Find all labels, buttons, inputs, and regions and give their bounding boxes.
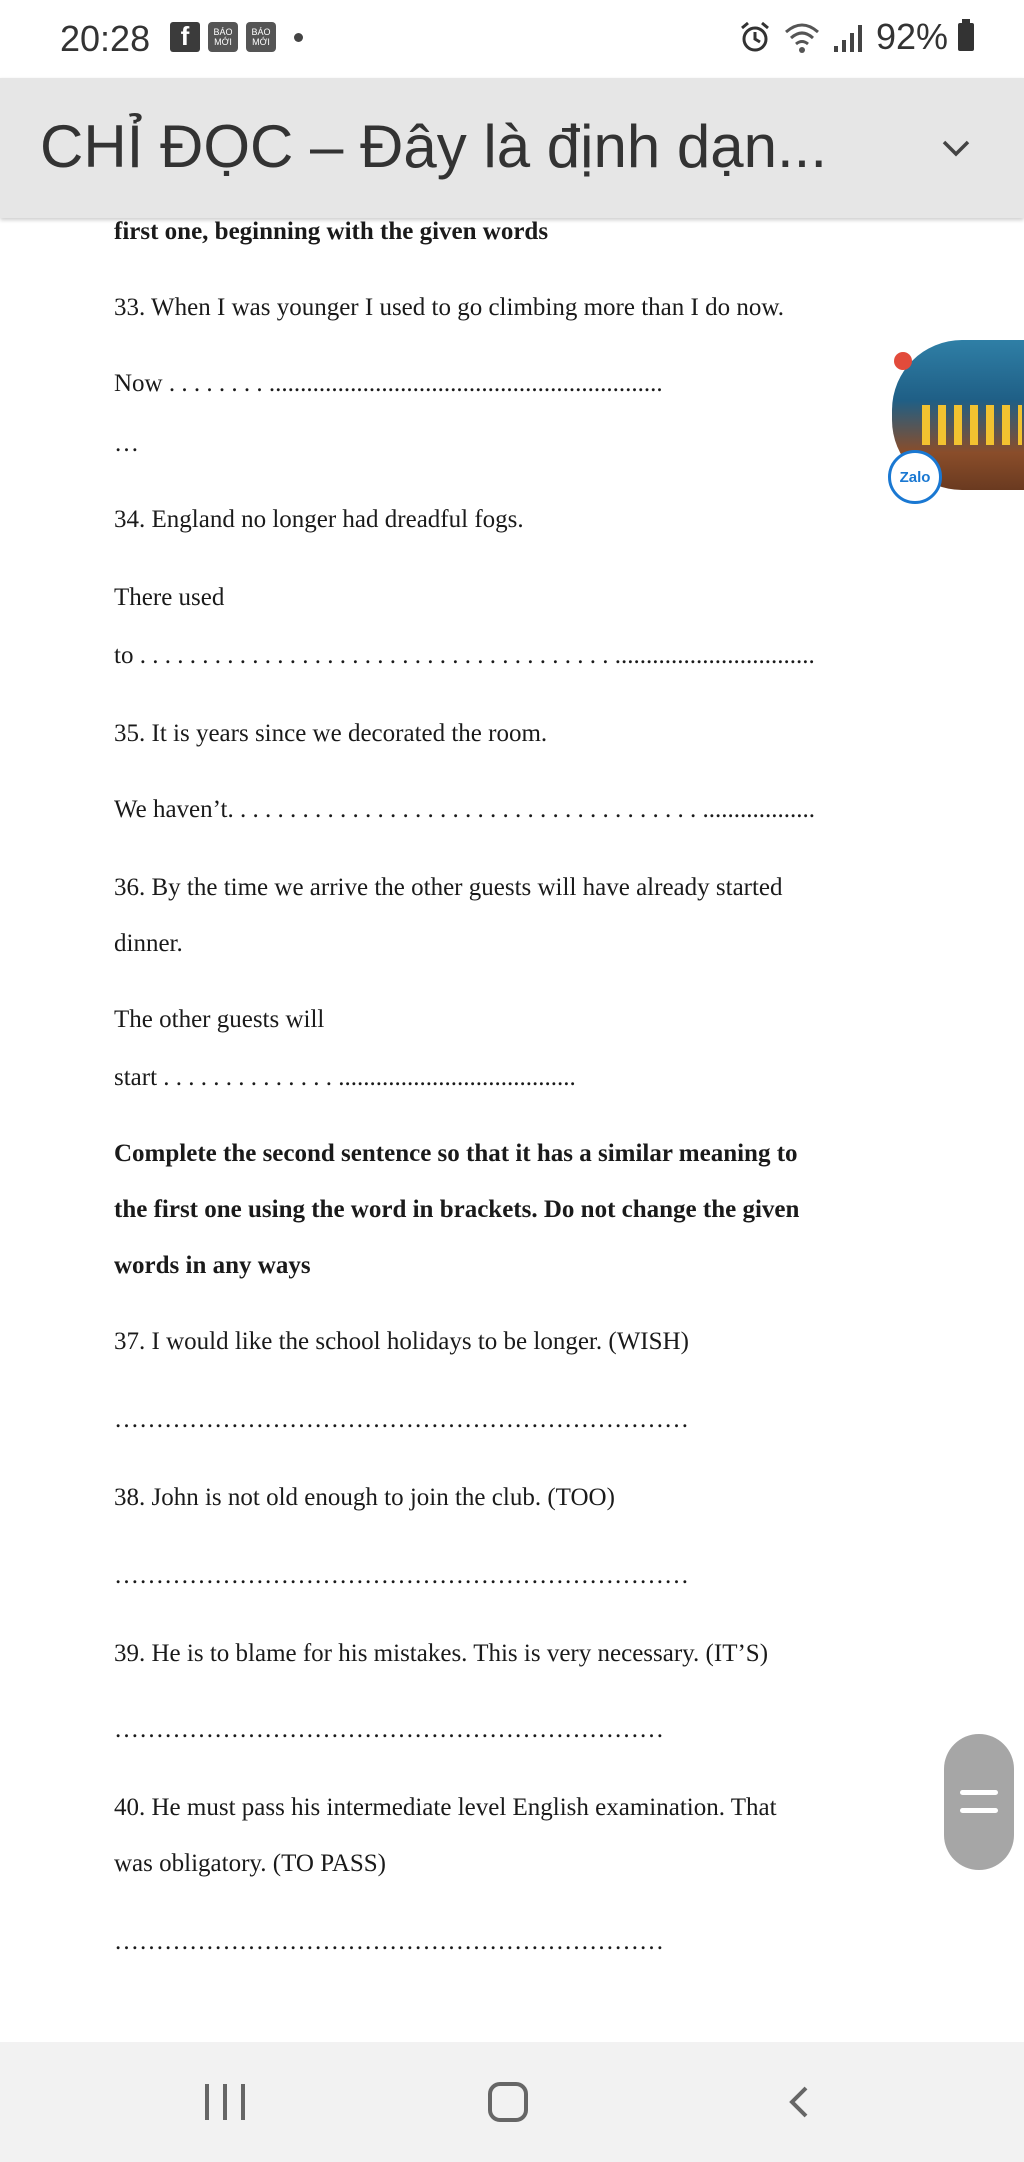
handle-grip-line [960, 1808, 998, 1813]
section-instruction-line-1: Complete the second sentence so that it has a similar meaning to [114, 1140, 798, 1167]
section-instruction-line-2: the first one using the word in brackets. Do not change the given [114, 1196, 800, 1223]
bao-moi-icon: BÁO MỚI [208, 22, 238, 52]
question-36-continued: dinner. [114, 930, 183, 957]
question-40-continued: was obligatory. (TO PASS) [114, 1850, 387, 1877]
question-37: 37. I would like the school holidays to be longer. (WISH) [114, 1328, 689, 1355]
status-bar [0, 0, 1024, 78]
handle-grip-line [960, 1790, 998, 1795]
question-40: 40. He must pass his intermediate level English examination. That [114, 1794, 777, 1821]
question-34: 34. England no longer had dreadful fogs. [114, 506, 524, 533]
document-title-bar[interactable] [0, 78, 1024, 218]
answer-37-line: …………………………………………………………… [114, 1406, 689, 1433]
notification-dot-icon [894, 352, 912, 370]
answer-35-line: We haven’t. . . . . . . . . . . . . . . . . . . . . . . . . . . . . . . . . . . . . . .................. [114, 796, 815, 823]
document-page [0, 218, 1024, 2042]
battery-icon [958, 23, 974, 51]
fast-scroll-handle[interactable] [944, 1734, 1014, 1870]
answer-36-prompt: The other guests will [114, 1006, 325, 1033]
wifi-icon [782, 20, 822, 54]
document-title: CHỈ ĐỌC – Đây là định dạn... [40, 113, 828, 180]
status-time: 20:28 [60, 18, 151, 59]
answer-40-line: ………………………………………………………… [114, 1928, 664, 1955]
answer-33-line: Now . . . . . . . . ............................................................... [114, 370, 663, 397]
question-38: 38. John is not old enough to join the club. (TOO) [114, 1484, 615, 1511]
home-icon[interactable] [488, 2082, 528, 2122]
zalo-logo-icon: Zalo [888, 450, 942, 504]
recent-apps-icon[interactable] [205, 2084, 245, 2120]
answer-34-prompt: There used [114, 584, 225, 611]
question-33: 33. When I was younger I used to go climbing more than I do now. [114, 294, 785, 321]
system-status-icons [738, 16, 974, 58]
notification-icons [170, 22, 303, 52]
photo-figures [922, 405, 1022, 445]
more-notifications-dot-icon [294, 33, 303, 42]
battery-percent: 92% [875, 16, 948, 57]
answer-34-line: to . . . . . . . . . . . . . . . . . . . . . . . . . . . . . . . . . . . . . . ................................ [114, 642, 815, 669]
question-36: 36. By the time we arrive the other guests will have already started [114, 874, 783, 901]
section-instruction-line-3: words in any ways [114, 1252, 311, 1279]
signal-icon [832, 20, 866, 54]
answer-33-continuation: … [114, 430, 139, 457]
system-navigation-bar [0, 2042, 1024, 2162]
zalo-chat-bubble[interactable] [888, 340, 1024, 490]
question-39: 39. He is to blame for his mistakes. This is very necessary. (IT’S) [114, 1640, 769, 1667]
answer-39-line: ………………………………………………………… [114, 1716, 664, 1743]
instruction-text-continued: first one, beginning with the given words [114, 218, 549, 245]
answer-38-line: …………………………………………………………… [114, 1562, 689, 1589]
alarm-icon [738, 20, 772, 54]
answer-36-line: start . . . . . . . . . . . . . . ...................................... [114, 1064, 576, 1091]
question-35: 35. It is years since we decorated the room. [114, 720, 548, 747]
bao-moi-icon-2: BÁO MỚI [246, 22, 276, 52]
facebook-icon: f [170, 22, 200, 52]
chevron-down-icon[interactable] [938, 130, 974, 166]
back-icon[interactable] [780, 2082, 820, 2122]
